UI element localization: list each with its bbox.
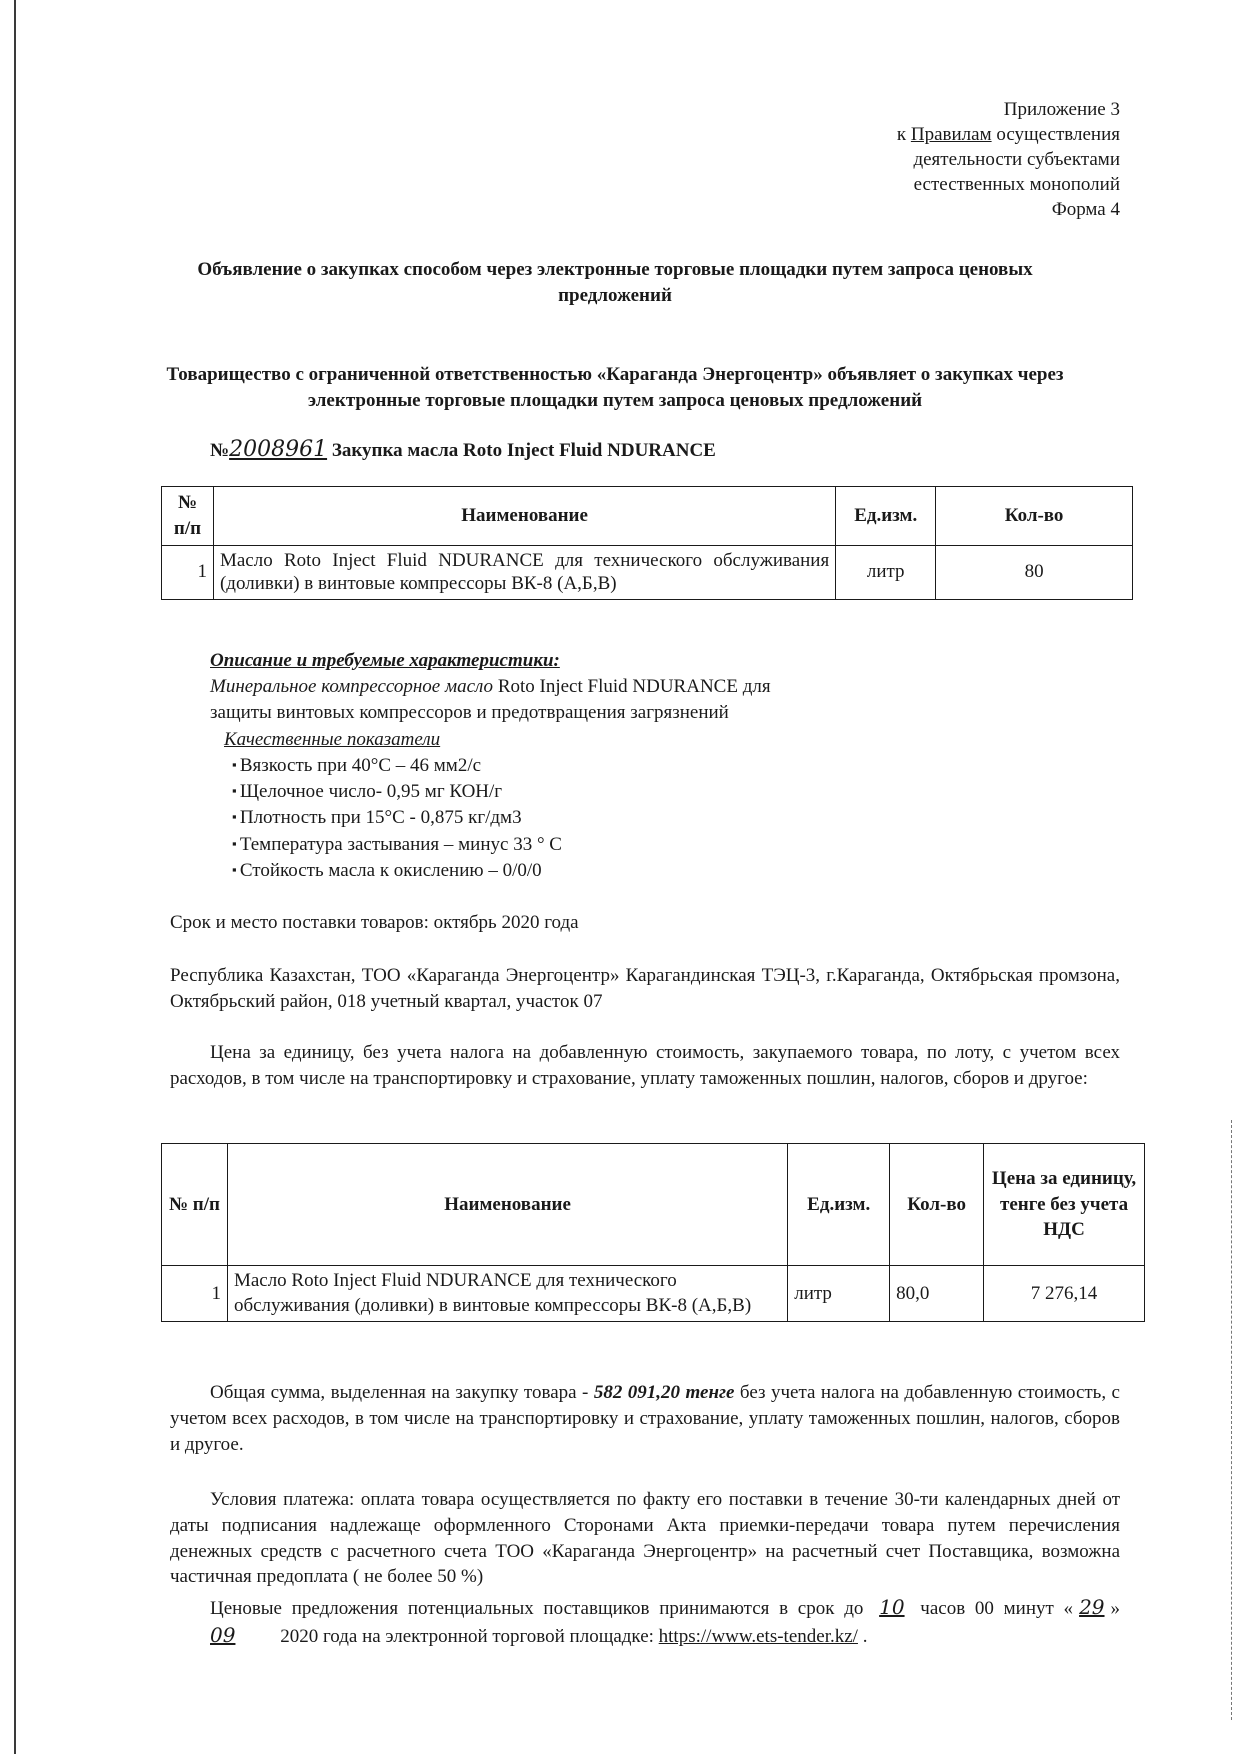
description-line: Минеральное компрессорное масло Roto Inject Fluid NDURANCE для — [210, 676, 771, 698]
scan-edge-left — [14, 0, 16, 1754]
table-row — [162, 545, 1133, 600]
items-table — [161, 486, 1133, 600]
total-amount-paragraph: Общая сумма, выделенная на закупку товара - 582 091,20 тенге без учета налога на добавленную стоимость, с учетом всех расходов, в том числе на транспортировку и страхование, уплату таможенных пошлин, налогов, сборов и другое. — [170, 1382, 1120, 1455]
table-row — [162, 1266, 1145, 1322]
list-item: ▪ Плотность при 15°C - 0,875 кг/дм3 — [232, 805, 771, 831]
appendix-line: деятельности субъектами — [913, 149, 1120, 171]
col-header-qty: Кол-во — [890, 1144, 984, 1266]
list-item: ▪ Щелочное число- 0,95 мг КОН/г — [232, 779, 771, 805]
cell-name: Масло Roto Inject Fluid NDURANCE для технического обслуживания (доливки) в винтовые компрессоры ВК-8 (А,Б,В) — [227, 1266, 787, 1322]
cell-qty: 80,0 — [890, 1266, 984, 1322]
list-item: ▪ Вязкость при 40°C – 46 мм2/с — [232, 753, 771, 779]
cell-unit: литр — [836, 545, 936, 600]
lot-heading: №2008961 Закупка масла Roto Inject Fluid NDURANCE — [210, 437, 716, 462]
total-amount: 582 091,20 тенге — [593, 1382, 735, 1403]
col-header-price: Цена за единицу, тенге без учета НДС — [984, 1144, 1145, 1266]
cell-qty: 80 — [936, 545, 1133, 600]
offers-deadline: Ценовые предложения потенциальных поставщиков принимаются в срок до 10 часов 00 минут « 29 » 09 2020 года на электронной торговой площадке: https://www.ets-tender.kz/ . — [170, 1594, 1120, 1650]
deadline-hour-handwritten: 10 — [879, 1595, 905, 1619]
lot-number-handwritten: 2008961 — [229, 437, 328, 462]
quality-list — [210, 753, 771, 884]
col-header-unit: Ед.изм. — [788, 1144, 890, 1266]
col-header-number: № п/п — [162, 1144, 228, 1266]
cell-number: 1 — [162, 1266, 228, 1322]
cell-name: Масло Roto Inject Fluid NDURANCE для технического обслуживания (доливки) в винтовые компрессоры ВК-8 (А,Б,В) — [213, 545, 835, 600]
appendix-block — [897, 97, 1120, 222]
col-header-name: Наименование — [213, 487, 835, 546]
rules-link[interactable]: Правилам — [910, 124, 992, 146]
delivery-term: Срок и место поставки товаров: октябрь 2020 года — [170, 912, 579, 933]
appendix-line: к Правилам осуществления — [896, 124, 1120, 146]
table-header-row — [162, 1144, 1145, 1266]
ets-tender-link[interactable]: https://www.ets-tender.kz/ — [658, 1625, 858, 1647]
col-header-number: № п/п — [162, 487, 214, 546]
announcement-text: Товарищество с ограниченной ответственностью «Караганда Энергоцентр» объявляет о закупках через электронные торговые площадки путем запроса ценовых предложений — [166, 364, 1064, 411]
cell-number: 1 — [162, 545, 214, 600]
description-block — [210, 648, 771, 884]
list-item: ▪ Стойкость масла к окислению – 0/0/0 — [232, 858, 771, 884]
quality-heading: Качественные показатели — [224, 728, 441, 750]
price-table — [161, 1143, 1145, 1322]
table-header-row — [162, 487, 1133, 546]
lot-title: Закупка масла Roto Inject Fluid NDURANCE — [331, 440, 716, 461]
form-number: Форма 4 — [1051, 199, 1120, 221]
appendix-line: Приложение 3 — [1003, 99, 1120, 120]
col-header-name: Наименование — [227, 1144, 787, 1266]
description-line: защиты винтовых компрессоров и предотвращения загрязнений — [210, 702, 729, 724]
description-heading: Описание и требуемые характеристики: — [210, 650, 560, 671]
document-title: Объявление о закупках способом через электронные торговые площадки путем запроса ценовых предложений — [197, 259, 1033, 306]
payment-terms: Условия платежа: оплата товара осуществляется по факту его поставки в течение 30-ти календарных дней от даты подписания надлежаще оформленного Сторонами Акта приемки-передачи товара путем перечисления денежных средств с расчетного счета ТОО «Караганда Энергоцентр» на расчетный счет Поставщика, возможна частичная предоплата ( не более 50 %) — [170, 1489, 1120, 1588]
col-header-unit: Ед.изм. — [836, 487, 936, 546]
appendix-line: естественных монополий — [913, 174, 1120, 196]
price-note: Цена за единицу, без учета налога на добавленную стоимость, закупаемого товара, по лоту, с учетом всех расходов, в том числе на транспортировку и страхование, уплату таможенных пошлин, налогов, сборов и другое: — [170, 1042, 1120, 1089]
list-item: ▪ Температура застывания – минус 33 ° С — [232, 832, 771, 858]
scan-edge-right — [1230, 1120, 1232, 1720]
deadline-month-handwritten: 09 — [210, 1622, 236, 1647]
deadline-day-handwritten: 29 — [1079, 1595, 1105, 1619]
cell-price: 7 276,14 — [984, 1266, 1145, 1322]
col-header-qty: Кол-во — [936, 487, 1133, 546]
delivery-address: Республика Казахстан, ТОО «Караганда Энергоцентр» Карагандинская ТЭЦ-3, г.Караганда, Октябрьская промзона, Октябрьский район, 018 учетный квартал, участок 07 — [170, 965, 1120, 1012]
cell-unit: литр — [788, 1266, 890, 1322]
